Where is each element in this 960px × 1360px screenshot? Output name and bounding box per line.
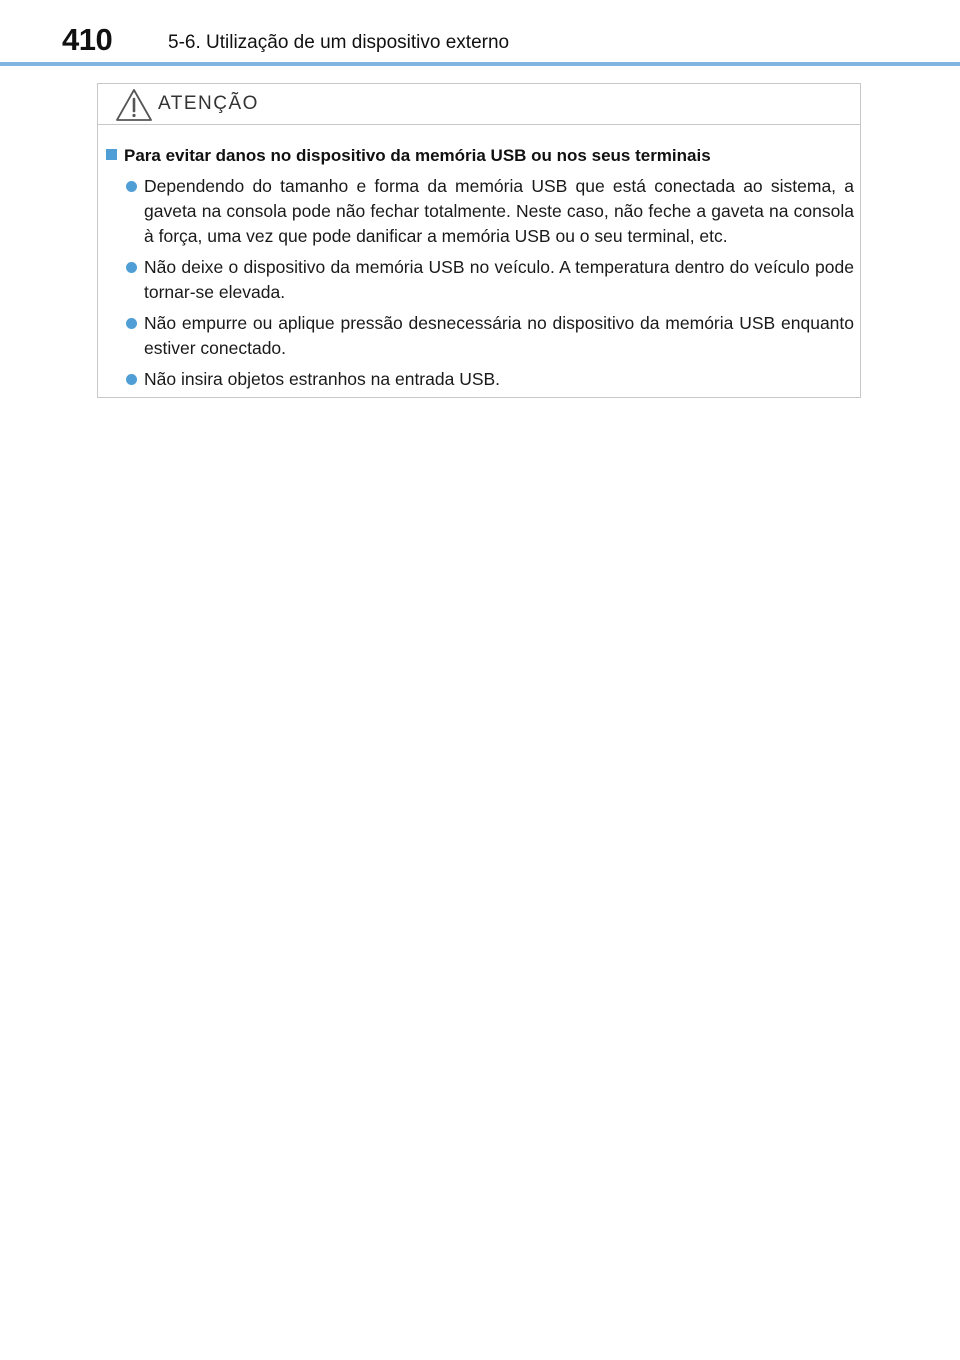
list-item-text: Não insira objetos estranhos na entrada USB.	[144, 369, 501, 389]
header-rule	[0, 62, 960, 66]
square-bullet-icon	[106, 149, 117, 160]
warning-header	[98, 84, 860, 125]
warning-box	[97, 83, 861, 398]
list-item-text: Não deixe o dispositivo da memória USB no veículo. A temperatura dentro do veículo pode tornar-se elevada.	[144, 257, 854, 302]
warning-title: ATENÇÃO	[158, 93, 259, 114]
warning-list	[116, 174, 854, 398]
warning-heading	[106, 146, 711, 166]
list-item	[116, 255, 854, 305]
bullet-dot-icon	[126, 262, 137, 273]
bullet-dot-icon	[126, 318, 137, 329]
page-number: 410	[62, 22, 113, 57]
warning-heading-text: Para evitar danos no dispositivo da memória USB ou nos seus terminais	[124, 146, 711, 165]
list-item	[116, 174, 854, 249]
page-header	[0, 0, 960, 66]
bullet-dot-icon	[126, 181, 137, 192]
list-item-text: Não empurre ou aplique pressão desnecessária no dispositivo da memória USB enquanto estiver conectado.	[144, 313, 854, 358]
list-item	[116, 311, 854, 361]
bullet-dot-icon	[126, 374, 137, 385]
list-item	[116, 367, 854, 392]
section-title: 5-6. Utilização de um dispositivo externo	[168, 32, 510, 53]
list-item-text: Dependendo do tamanho e forma da memória USB que está conectada ao sistema, a gaveta na consola pode não fechar totalmente. Neste caso, não feche a gaveta na consola à força, uma vez que pode danificar a memória USB ou o seu terminal, etc.	[144, 176, 854, 246]
warning-triangle-icon	[115, 88, 153, 122]
